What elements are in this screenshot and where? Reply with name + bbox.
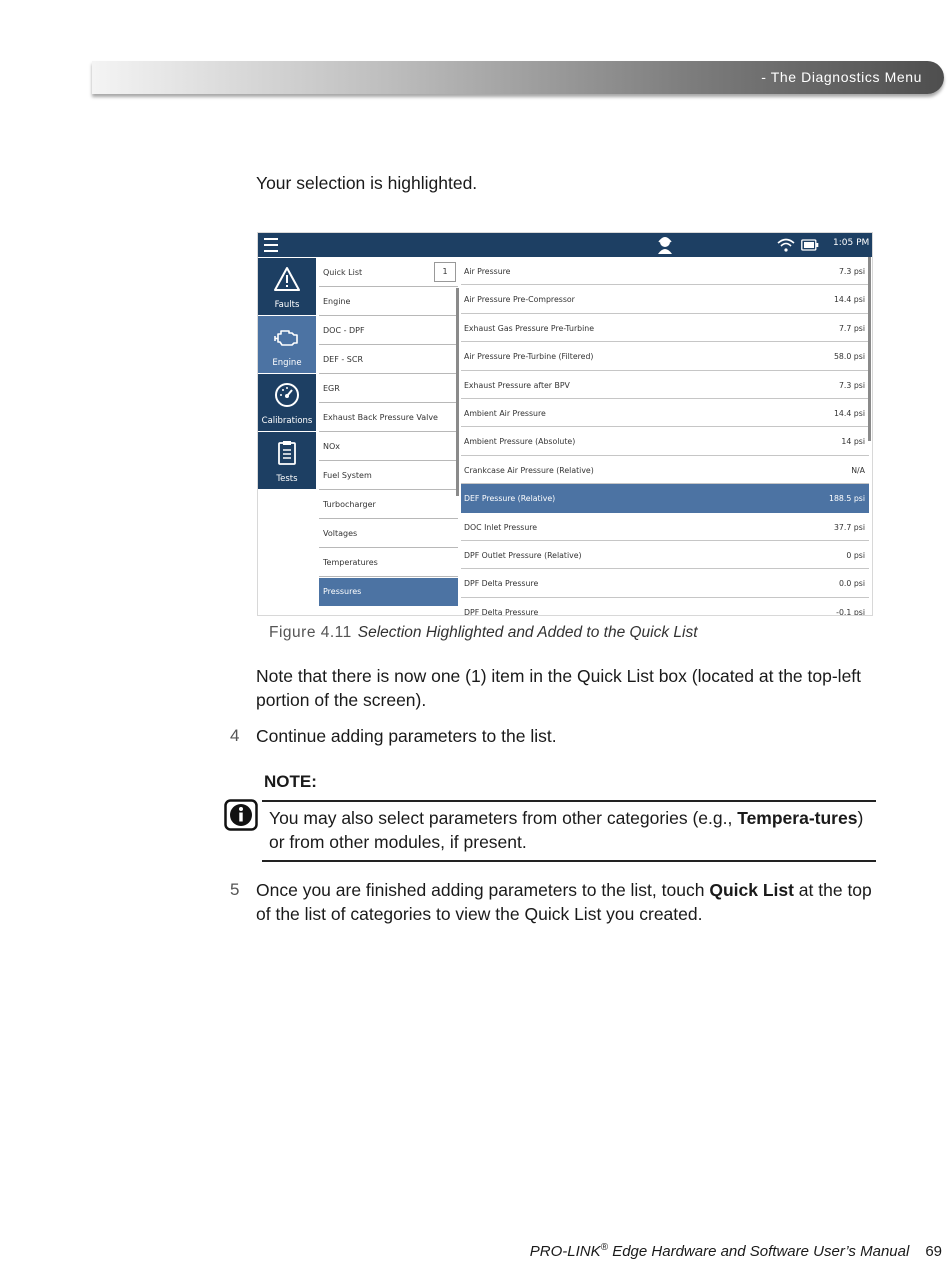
step-text-part: Once you are finished adding parameters to the list, touch: [256, 880, 710, 900]
note-after-figure: Note that there is now one (1) item in the Quick List box (located at the top-left portion of the screen).: [256, 666, 862, 710]
parameter-name: DEF Pressure (Relative): [464, 494, 556, 504]
clock: 1:05 PM: [833, 238, 870, 248]
category-list: [319, 257, 460, 616]
parameter-value: 7.3 psi: [838, 380, 865, 390]
nav-label: Engine: [272, 358, 302, 368]
intro-text: Your selection is highlighted.: [256, 173, 478, 193]
category-label: Temperatures: [323, 558, 378, 567]
parameter-row[interactable]: [461, 399, 869, 427]
parameter-value: 14 psi: [841, 437, 865, 447]
wifi-icon: [777, 238, 795, 252]
info-icon: [224, 799, 258, 831]
step-text: [256, 878, 876, 926]
quick-list-label: Quick List: [323, 268, 363, 277]
category-item[interactable]: [319, 549, 458, 577]
parameter-row[interactable]: [461, 314, 869, 342]
figure-caption: [269, 624, 698, 642]
step-number: 4: [230, 726, 240, 745]
note-body: [269, 806, 869, 854]
parameter-row-selected[interactable]: [461, 484, 869, 512]
parameter-name: Exhaust Pressure after BPV: [464, 380, 570, 390]
category-item[interactable]: [319, 520, 458, 548]
category-item[interactable]: [319, 433, 458, 461]
device-top-bar: [258, 233, 872, 257]
parameter-value: 58.0 psi: [833, 352, 865, 362]
note-bottom-rule: [262, 860, 876, 862]
step-text: Continue adding parameters to the list.: [256, 726, 557, 746]
parameter-name: Ambient Pressure (Absolute): [464, 437, 576, 447]
step-bold-text: Quick List: [709, 880, 794, 900]
nav-tests[interactable]: [258, 432, 316, 489]
parameter-scrollbar[interactable]: [868, 257, 871, 441]
warning-triangle-icon: [274, 266, 300, 292]
category-label: Engine: [323, 297, 351, 306]
footer-product: PRO-LINK: [529, 1243, 601, 1260]
category-label: DOC - DPF: [323, 326, 365, 335]
parameter-row[interactable]: [461, 257, 869, 285]
category-label: EGR: [323, 384, 340, 393]
figure-number: Figure 4.11: [269, 624, 352, 641]
footer-title: Edge Hardware and Software User’s Manual: [608, 1243, 910, 1260]
note-text: ) or from other modules, if present.: [269, 808, 864, 852]
header-bar: [92, 61, 944, 94]
category-label: Fuel System: [323, 471, 372, 480]
page-number: 69: [925, 1243, 942, 1260]
category-label: Voltages: [323, 529, 358, 538]
parameter-value: -0.1 psi: [836, 607, 865, 616]
figure-caption-text: Selection Highlighted and Added to the Quick List: [357, 624, 698, 641]
section-title: - The Diagnostics Menu: [761, 69, 922, 85]
parameter-value: 7.3 psi: [838, 267, 865, 276]
parameter-value: 14.4 psi: [833, 409, 865, 418]
note-title: NOTE:: [264, 772, 317, 791]
step-text-part: at the top of the list of categories to view the Quick List you created.: [256, 880, 872, 924]
parameter-value: 7.7 psi: [838, 323, 865, 333]
parameter-name: Air Pressure Pre-Turbine (Filtered): [464, 352, 594, 362]
category-label: NOx: [323, 442, 341, 451]
category-label: Exhaust Back Pressure Valve: [323, 413, 438, 422]
quick-list-count: 1: [434, 262, 456, 282]
nav-label: Tests: [276, 474, 298, 484]
note-bold-text: Tempera-tures: [737, 808, 858, 828]
footer-registered: ®: [600, 1242, 609, 1253]
nav-engine[interactable]: [258, 316, 316, 373]
parameter-row[interactable]: [461, 427, 869, 455]
parameter-row[interactable]: [461, 513, 869, 541]
parameter-name: Exhaust Gas Pressure Pre-Turbine: [464, 323, 595, 333]
parameter-value: 37.7 psi: [833, 522, 865, 532]
category-label: Pressures: [323, 587, 362, 596]
category-item-selected[interactable]: [319, 578, 458, 606]
parameter-name: DPF Outlet Pressure (Relative): [464, 551, 582, 560]
quick-list-item[interactable]: [319, 259, 458, 287]
category-item[interactable]: [319, 462, 458, 490]
category-item[interactable]: [319, 375, 458, 403]
nav-faults[interactable]: [258, 258, 316, 315]
note-top-rule: [262, 800, 876, 802]
parameter-name: DPF Delta Pressure: [464, 607, 539, 616]
clipboard-icon: [274, 440, 300, 466]
category-label: DEF - SCR: [323, 355, 364, 364]
battery-icon: [801, 239, 819, 251]
technician-icon[interactable]: [655, 235, 675, 255]
parameter-value: 0 psi: [846, 551, 865, 560]
engine-icon: [274, 324, 300, 350]
category-item[interactable]: [319, 491, 458, 519]
category-item[interactable]: [319, 288, 458, 316]
parameter-name: Ambient Air Pressure: [464, 409, 546, 418]
parameter-name: DPF Delta Pressure: [464, 579, 539, 589]
parameter-value: 0.0 psi: [838, 579, 865, 589]
parameter-row[interactable]: [461, 371, 869, 399]
category-item[interactable]: [319, 404, 458, 432]
page-footer: [530, 1242, 942, 1260]
parameter-name: Air Pressure: [464, 267, 511, 276]
parameter-row[interactable]: [461, 541, 869, 569]
nav-label: Faults: [274, 300, 300, 310]
parameter-name: Crankcase Air Pressure (Relative): [464, 465, 594, 475]
hamburger-menu-icon[interactable]: [264, 238, 278, 252]
parameter-row[interactable]: [461, 285, 869, 313]
side-nav: [258, 257, 316, 616]
note-text: You may also select parameters from other categories (e.g.,: [269, 808, 738, 828]
parameter-row[interactable]: [461, 342, 869, 370]
step-number: 5: [230, 880, 240, 899]
parameter-value: 188.5 psi: [829, 494, 865, 504]
nav-calibrations[interactable]: [258, 374, 316, 431]
parameter-row[interactable]: [461, 569, 869, 597]
parameter-value: 14.4 psi: [833, 295, 865, 305]
nav-label: Calibrations: [261, 416, 313, 426]
parameter-name: Air Pressure Pre-Compressor: [464, 295, 575, 305]
parameter-row[interactable]: [461, 598, 869, 616]
category-item[interactable]: [319, 346, 458, 374]
category-label: Turbocharger: [323, 500, 376, 509]
parameter-name: DOC Inlet Pressure: [464, 522, 538, 532]
device-screenshot: [257, 232, 873, 616]
category-item[interactable]: [319, 317, 458, 345]
gauge-icon: [274, 382, 300, 408]
parameter-list: [461, 257, 871, 616]
parameter-value: N/A: [851, 465, 865, 475]
category-scrollbar[interactable]: [456, 288, 459, 496]
parameter-row[interactable]: [461, 456, 869, 484]
